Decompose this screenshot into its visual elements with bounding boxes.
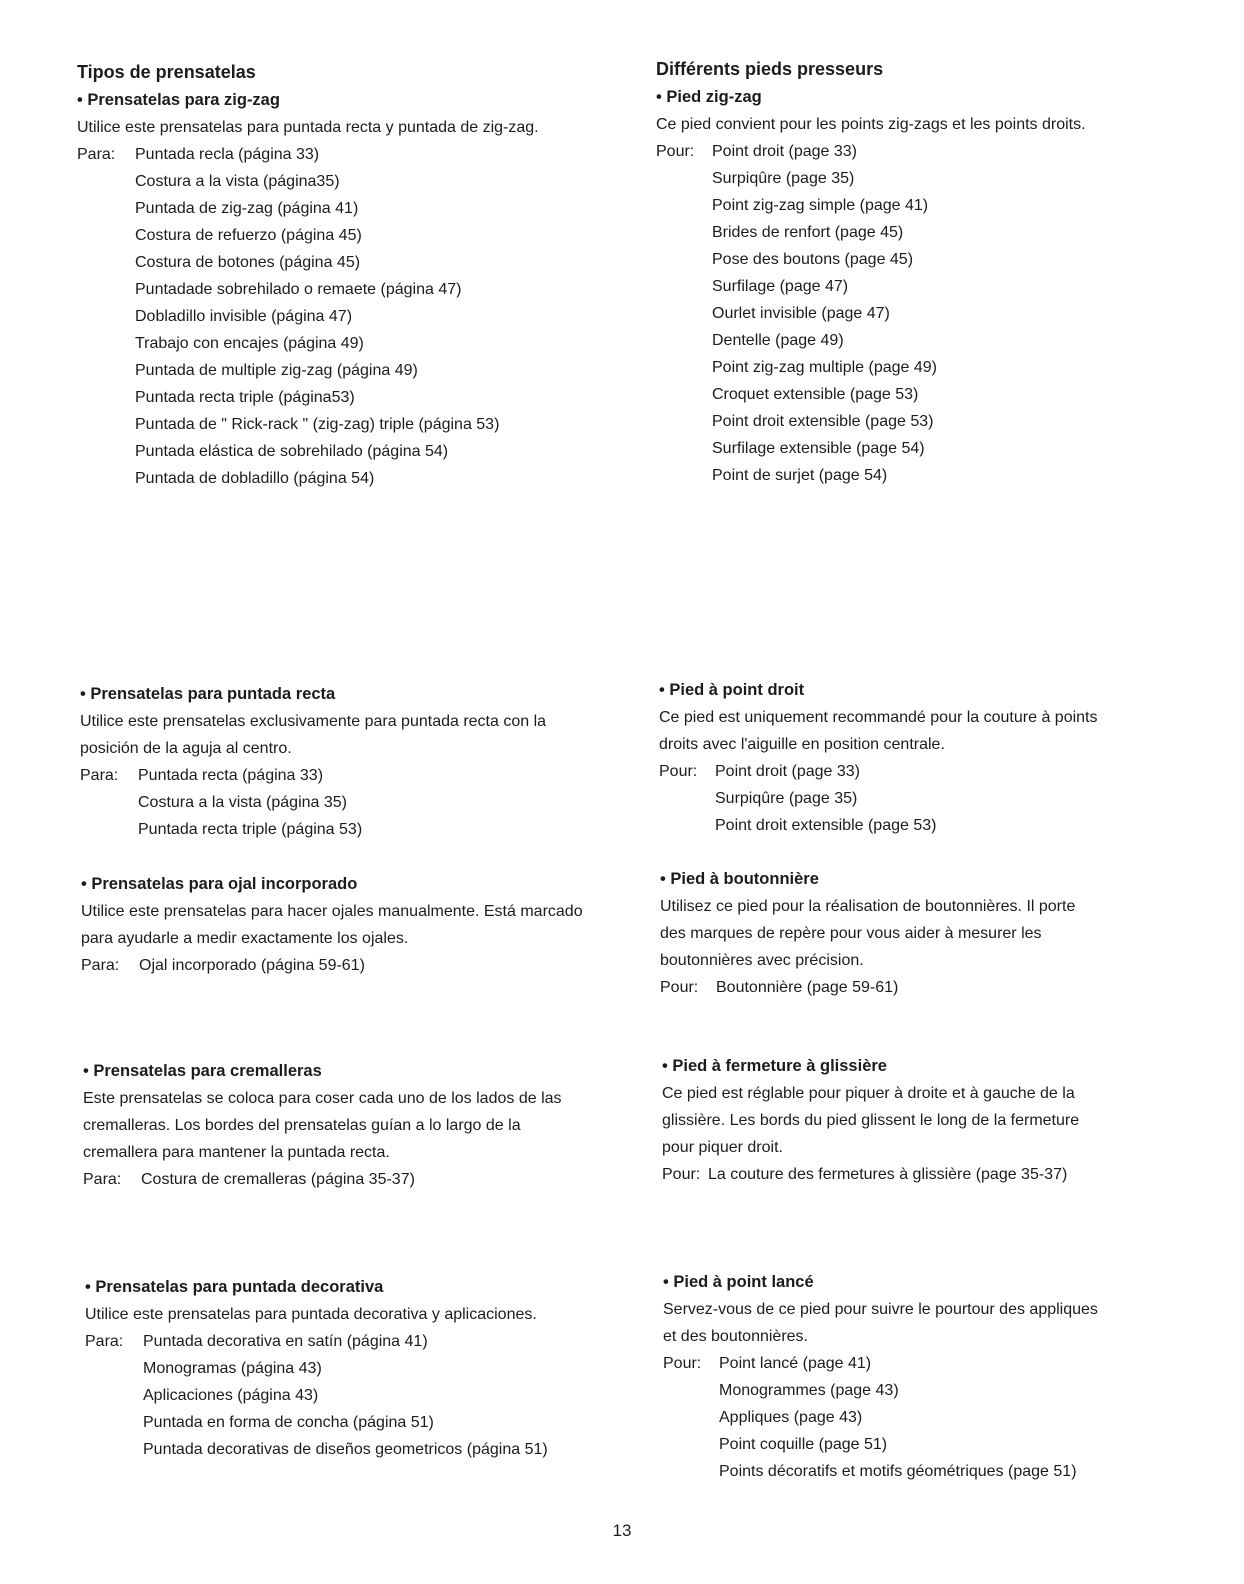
section-es-decorativa (85, 1273, 548, 1463)
uses-label: Pour: (656, 143, 695, 160)
section-es-zigzag (77, 58, 539, 492)
list-item: Dentelle (page 49) (712, 332, 844, 349)
uses-label: Pour: (660, 979, 699, 996)
list-item: Monogrammes (page 43) (719, 1382, 899, 1399)
list-item: Point droit (page 33) (712, 143, 857, 160)
list-item: Costura a la vista (página35) (135, 173, 340, 190)
heading-es-ojal: • Prensatelas para ojal incorporado (81, 875, 358, 893)
heading-es-decorativa: • Prensatelas para puntada decorativa (85, 1278, 384, 1296)
uses-list (143, 1328, 548, 1463)
list-item: Ojal incorporado (página 59-61) (139, 957, 365, 974)
section-fr-glissiere (662, 1052, 1079, 1188)
uses-label: Para: (81, 957, 120, 974)
list-item: Surpiqûre (page 35) (715, 790, 858, 807)
list-item: Puntada recla (página 33) (135, 146, 320, 163)
uses-list (719, 1350, 1077, 1485)
uses-es-zigzag (77, 141, 539, 492)
desc-fr-lance-line-2: et des boutonnières. (663, 1328, 808, 1345)
uses-list (135, 141, 499, 492)
list-item: Puntada de " Rick-rack " (zig-zag) triple (página 53) (135, 416, 500, 433)
list-item: Puntada recta triple (página53) (135, 389, 355, 406)
page-title-fr: Différents pieds presseurs (656, 59, 884, 79)
list-item: Point de surjet (page 54) (712, 467, 888, 484)
section-fr-boutonniere (660, 865, 1075, 1001)
list-item: Costura de cremalleras (página 35-37) (141, 1171, 415, 1188)
uses-label: Pour: (663, 1355, 702, 1372)
uses-list (138, 762, 362, 843)
uses-label: Para: (80, 767, 119, 784)
desc-fr-lance-line-1: Servez-vous de ce pied pour suivre le pourtour des appliques (663, 1301, 1098, 1318)
uses-label: Para: (77, 146, 116, 163)
page-number: 13 (612, 1521, 632, 1540)
list-item: Puntada decorativas de diseños geometricos (página 51) (143, 1441, 548, 1458)
uses-fr-zigzag (656, 138, 1086, 489)
uses-es-decorativa (85, 1328, 548, 1463)
list-item: Points décoratifs et motifs géométriques (page 51) (719, 1463, 1077, 1480)
list-item: Surpiqûre (page 35) (712, 170, 855, 187)
heading-es-recta: • Prensatelas para puntada recta (80, 685, 336, 703)
uses-list (708, 1161, 1067, 1188)
desc-fr-glissiere-line-3: pour piquer droit. (662, 1139, 783, 1156)
list-item: Point droit (page 33) (715, 763, 860, 780)
list-item: Aplicaciones (página 43) (143, 1387, 319, 1404)
desc-fr-boutonniere-line-3: boutonnières avec précision. (660, 952, 864, 969)
list-item: Ourlet invisible (page 47) (712, 305, 890, 322)
list-item: Point lancé (page 41) (719, 1355, 872, 1372)
list-item: Surfilage (page 47) (712, 278, 849, 295)
section-fr-lance (663, 1268, 1098, 1485)
list-item: Puntada de zig-zag (página 41) (135, 200, 359, 217)
uses-label: Pour: (659, 763, 698, 780)
heading-fr-droit: • Pied à point droit (659, 681, 805, 699)
list-item: Dobladillo invisible (página 47) (135, 308, 353, 325)
uses-label: Para: (85, 1333, 124, 1350)
list-item: Puntada en forma de concha (página 51) (143, 1414, 434, 1431)
section-es-cremalleras (83, 1057, 562, 1193)
heading-fr-boutonniere: • Pied à boutonnière (660, 870, 819, 888)
uses-es-cremalleras (83, 1166, 562, 1193)
uses-es-recta (80, 762, 546, 843)
list-item: Pose des boutons (page 45) (712, 251, 914, 268)
list-item: Croquet extensible (page 53) (712, 386, 919, 403)
uses-list (712, 138, 937, 489)
desc-es-ojal-line-2: para ayudarle a medir exactamente los ojales. (81, 930, 409, 947)
list-item: Point droit extensible (page 53) (715, 817, 937, 834)
page-title-es: Tipos de prensatelas (77, 62, 256, 82)
list-item: Costura de botones (página 45) (135, 254, 361, 271)
desc-es-recta-line-2: posición de la aguja al centro. (80, 740, 292, 757)
list-item: Point droit extensible (page 53) (712, 413, 934, 430)
uses-list (139, 952, 365, 979)
list-item: Appliques (page 43) (719, 1409, 863, 1426)
uses-label: Pour: (662, 1166, 701, 1183)
desc-fr-droit-line-1: Ce pied est uniquement recommandé pour la couture à points (659, 709, 1098, 726)
uses-list (716, 974, 898, 1001)
desc-es-ojal-line-1: Utilice este prensatelas para hacer ojales manualmente. Está marcado (81, 903, 583, 920)
heading-fr-glissiere: • Pied à fermeture à glissière (662, 1057, 887, 1075)
heading-es-zigzag: • Prensatelas para zig-zag (77, 91, 280, 109)
list-item: Surfilage extensible (page 54) (712, 440, 925, 457)
list-item: Puntada elástica de sobrehilado (página 54) (135, 443, 449, 460)
uses-list (715, 758, 936, 839)
list-item: Costura a la vista (página 35) (138, 794, 347, 811)
list-item: Point coquille (page 51) (719, 1436, 888, 1453)
list-item: Brides de renfort (page 45) (712, 224, 904, 241)
desc-es-zigzag-line-1: Utilice este prensatelas para puntada recta y puntada de zig-zag. (77, 119, 539, 136)
uses-label: Para: (83, 1171, 122, 1188)
list-item: Puntada de multiple zig-zag (página 49) (135, 362, 418, 379)
heading-fr-lance: • Pied à point lancé (663, 1273, 814, 1291)
desc-es-recta-line-1: Utilice este prensatelas exclusivamente para puntada recta con la (80, 713, 547, 730)
desc-es-cremalleras-line-2: cremalleras. Los bordes del prensatelas guían a lo largo de la (83, 1117, 521, 1134)
list-item: Puntada decorativa en satín (página 41) (143, 1333, 428, 1350)
list-item: Puntada recta triple (página 53) (138, 821, 363, 838)
section-fr-droit (659, 676, 1097, 839)
list-item: Point zig-zag simple (page 41) (712, 197, 929, 214)
uses-es-ojal (81, 952, 583, 979)
heading-es-cremalleras: • Prensatelas para cremalleras (83, 1062, 322, 1080)
list-item: Trabajo con encajes (página 49) (135, 335, 364, 352)
uses-fr-lance (663, 1350, 1098, 1485)
section-fr-zigzag (656, 55, 1086, 489)
uses-fr-droit (659, 758, 1097, 839)
list-item: Point zig-zag multiple (page 49) (712, 359, 938, 376)
desc-es-cremalleras-line-1: Este prensatelas se coloca para coser cada uno de los lados de las (83, 1090, 562, 1107)
desc-fr-glissiere-line-1: Ce pied est réglable pour piquer à droite et à gauche de la (662, 1085, 1075, 1102)
desc-fr-glissiere-line-2: glissière. Les bords du pied glissent le long de la fermeture (662, 1112, 1080, 1129)
list-item: Boutonnière (page 59-61) (716, 979, 899, 996)
section-es-ojal (81, 870, 583, 979)
uses-list (141, 1166, 415, 1193)
desc-es-cremalleras-line-3: cremallera para mantener la puntada recta. (83, 1144, 390, 1161)
list-item: Monogramas (página 43) (143, 1360, 322, 1377)
list-item: La couture des fermetures à glissière (page 35-37) (708, 1166, 1068, 1183)
uses-fr-glissiere (662, 1161, 1079, 1188)
desc-es-decorativa-line-1: Utilice este prensatelas para puntada decorativa y aplicaciones. (85, 1306, 537, 1323)
desc-fr-zigzag-line-1: Ce pied convient pour les points zig-zags et les points droits. (656, 116, 1086, 133)
list-item: Puntadade sobrehilado o remaete (página 47) (135, 281, 462, 298)
section-es-recta (80, 680, 546, 843)
list-item: Costura de refuerzo (página 45) (135, 227, 362, 244)
heading-fr-zigzag: • Pied zig-zag (656, 88, 762, 106)
desc-fr-boutonniere-line-1: Utilisez ce pied pour la réalisation de boutonnières. Il porte (660, 898, 1076, 915)
uses-fr-boutonniere (660, 974, 1075, 1001)
desc-fr-boutonniere-line-2: des marques de repère pour vous aider à mesurer les (660, 925, 1042, 942)
list-item: Puntada de dobladillo (página 54) (135, 470, 375, 487)
desc-fr-droit-line-2: droits avec l'aiguille en position centrale. (659, 736, 945, 753)
list-item: Puntada recta (página 33) (138, 767, 324, 784)
